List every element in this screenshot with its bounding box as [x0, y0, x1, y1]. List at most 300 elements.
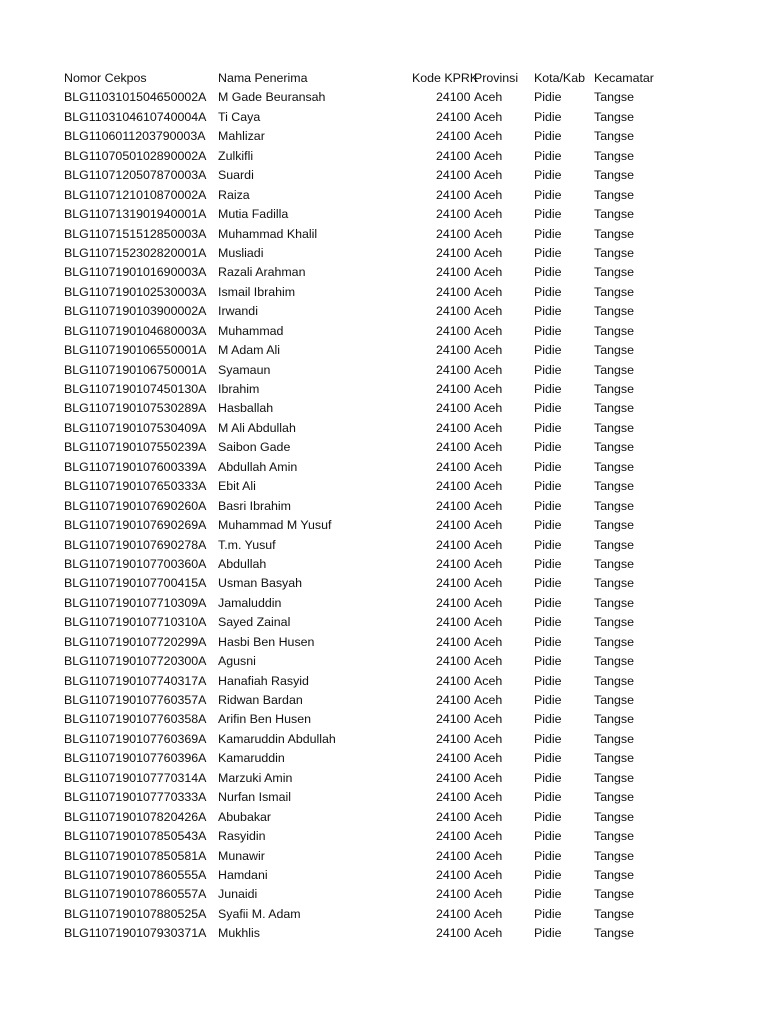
table-row [0, 691, 768, 710]
cell-kecamatan: Tangse [594, 867, 634, 882]
cell-nomor-cekpos: BLG1107190107860557A [64, 887, 207, 902]
cell-kota-kab: Pidie [534, 556, 562, 571]
cell-nomor-cekpos: BLG1107190107720299A [64, 634, 207, 649]
cell-nomor-cekpos: BLG1107190107760358A [64, 712, 207, 727]
cell-provinsi: Aceh [474, 401, 503, 416]
cell-kota-kab: Pidie [534, 187, 562, 202]
cell-nama-penerima: Sayed Zainal [218, 615, 291, 630]
cell-nomor-cekpos: BLG1107121010870002A [64, 187, 207, 202]
cell-kota-kab: Pidie [534, 809, 562, 824]
cell-provinsi: Aceh [474, 926, 503, 941]
cell-kota-kab: Pidie [534, 634, 562, 649]
cell-nama-penerima: Razali Arahman [218, 265, 306, 280]
cell-nama-penerima: Abdullah [218, 556, 267, 571]
cell-nama-penerima: Mahlizar [218, 129, 265, 144]
cell-kecamatan: Tangse [594, 848, 634, 863]
cell-nama-penerima: M Adam Ali [218, 343, 280, 358]
cell-kota-kab: Pidie [534, 712, 562, 727]
cell-kode-kprk: 24100 [436, 770, 471, 785]
table-row [0, 225, 768, 244]
cell-nama-penerima: Munawir [218, 848, 265, 863]
cell-nomor-cekpos: BLG1107190107760357A [64, 693, 207, 707]
cell-nomor-cekpos: BLG1107190107530289A [64, 401, 207, 416]
cell-kode-kprk: 24100 [436, 207, 471, 222]
cell-kota-kab: Pidie [534, 148, 562, 163]
cell-kota-kab: Pidie [534, 459, 562, 474]
cell-kecamatan: Tangse [594, 187, 634, 202]
cell-nama-penerima: Muhammad [218, 323, 284, 338]
cell-kota-kab: Pidie [534, 595, 562, 610]
cell-nama-penerima: Muhammad Khalil [218, 226, 318, 241]
cell-kode-kprk: 24100 [436, 809, 471, 824]
cell-kode-kprk: 24100 [436, 731, 471, 746]
cell-provinsi: Aceh [474, 848, 503, 863]
cell-kecamatan: Tangse [594, 693, 634, 707]
cell-kecamatan: Tangse [594, 382, 634, 396]
cell-provinsi: Aceh [474, 479, 503, 494]
cell-nama-penerima: Syafii M. Adam [218, 906, 301, 921]
table-row [0, 497, 768, 516]
cell-kode-kprk: 24100 [436, 556, 471, 571]
table-row [0, 827, 768, 846]
cell-nama-penerima: Kamaruddin [218, 751, 285, 766]
table-row [0, 672, 768, 691]
cell-kota-kab: Pidie [534, 693, 562, 707]
cell-provinsi: Aceh [474, 867, 503, 882]
cell-kode-kprk: 24100 [436, 673, 471, 688]
cell-nama-penerima: Agusni [218, 654, 256, 669]
cell-kota-kab: Pidie [534, 615, 562, 630]
cell-kota-kab: Pidie [534, 867, 562, 882]
cell-kota-kab: Pidie [534, 382, 562, 396]
cell-provinsi: Aceh [474, 265, 503, 280]
table-row [0, 594, 768, 613]
cell-nomor-cekpos: BLG1107190107820426A [64, 809, 207, 824]
cell-nomor-cekpos: BLG1107190106750001A [64, 362, 207, 377]
table-row [0, 380, 768, 399]
table-row [0, 438, 768, 457]
cell-provinsi: Aceh [474, 129, 503, 144]
cell-nama-penerima: Irwandi [218, 304, 258, 319]
cell-nama-penerima: Suardi [218, 168, 254, 183]
cell-kode-kprk: 24100 [436, 654, 471, 669]
cell-kode-kprk: 24100 [436, 401, 471, 416]
cell-kota-kab: Pidie [534, 906, 562, 921]
cell-kota-kab: Pidie [534, 518, 562, 533]
cell-kota-kab: Pidie [534, 654, 562, 669]
cell-provinsi: Aceh [474, 576, 503, 591]
cell-provinsi: Aceh [474, 226, 503, 241]
cell-kode-kprk: 24100 [436, 712, 471, 727]
cell-provinsi: Aceh [474, 382, 503, 396]
table-row [0, 847, 768, 866]
cell-kode-kprk: 24100 [436, 323, 471, 338]
cell-kota-kab: Pidie [534, 751, 562, 766]
cell-kecamatan: Tangse [594, 343, 634, 358]
cell-nomor-cekpos: BLG1107190107710309A [64, 595, 207, 610]
cell-kota-kab: Pidie [534, 304, 562, 319]
table-row [0, 88, 768, 107]
cell-kecamatan: Tangse [594, 168, 634, 183]
cell-kode-kprk: 24100 [436, 848, 471, 863]
cell-kota-kab: Pidie [534, 673, 562, 688]
cell-nomor-cekpos: BLG1107190106550001A [64, 343, 207, 358]
cell-nama-penerima: Abdullah Amin [218, 459, 298, 474]
cell-nama-penerima: Ebit Ali [218, 479, 256, 494]
cell-kecamatan: Tangse [594, 556, 634, 571]
cell-provinsi: Aceh [474, 731, 503, 746]
cell-nomor-cekpos: BLG1107120507870003A [64, 168, 207, 183]
cell-kecamatan: Tangse [594, 284, 634, 299]
cell-nama-penerima: Zulkifli [218, 148, 254, 163]
table-row [0, 769, 768, 788]
cell-nomor-cekpos: BLG1107190107690260A [64, 498, 207, 513]
cell-kecamatan: Tangse [594, 537, 634, 552]
cell-kota-kab: Pidie [534, 848, 562, 863]
cell-kota-kab: Pidie [534, 245, 562, 260]
cell-kota-kab: Pidie [534, 265, 562, 280]
cell-provinsi: Aceh [474, 90, 503, 105]
cell-nomor-cekpos: BLG1107190107850543A [64, 829, 207, 844]
table-row [0, 399, 768, 418]
cell-provinsi: Aceh [474, 323, 503, 338]
cell-nomor-cekpos: BLG1107190107700415A [64, 576, 207, 591]
table-row [0, 885, 768, 904]
cell-kecamatan: Tangse [594, 829, 634, 844]
cell-kode-kprk: 24100 [436, 168, 471, 183]
cell-kode-kprk: 24100 [436, 109, 471, 124]
cell-nama-penerima: T.m. Yusuf [218, 537, 276, 552]
table-row [0, 108, 768, 127]
cell-kecamatan: Tangse [594, 245, 634, 260]
cell-provinsi: Aceh [474, 790, 503, 805]
cell-nama-penerima: Arifin Ben Husen [218, 712, 311, 727]
table-row [0, 458, 768, 477]
table-row [0, 419, 768, 438]
cell-kota-kab: Pidie [534, 576, 562, 591]
cell-kode-kprk: 24100 [436, 226, 471, 241]
cell-provinsi: Aceh [474, 809, 503, 824]
table-body [0, 88, 768, 943]
cell-nama-penerima: Mutia Fadilla [218, 207, 289, 222]
cell-kode-kprk: 24100 [436, 440, 471, 455]
cell-kode-kprk: 24100 [436, 751, 471, 766]
cell-provinsi: Aceh [474, 343, 503, 358]
cell-kota-kab: Pidie [534, 829, 562, 844]
table-row [0, 283, 768, 302]
cell-nama-penerima: M Ali Abdullah [218, 420, 296, 435]
cell-provinsi: Aceh [474, 168, 503, 183]
cell-kecamatan: Tangse [594, 712, 634, 727]
cell-nomor-cekpos: BLG1103101504650002A [64, 90, 207, 105]
cell-kecamatan: Tangse [594, 576, 634, 591]
header-kota-kab: Kota/Kab [534, 71, 585, 85]
table-row [0, 788, 768, 807]
cell-kecamatan: Tangse [594, 109, 634, 124]
cell-kecamatan: Tangse [594, 90, 634, 105]
cell-nomor-cekpos: BLG1107190107770314A [64, 770, 207, 785]
cell-provinsi: Aceh [474, 712, 503, 727]
cell-kode-kprk: 24100 [436, 576, 471, 591]
cell-kode-kprk: 24100 [436, 90, 471, 105]
cell-kota-kab: Pidie [534, 129, 562, 144]
cell-kode-kprk: 24100 [436, 479, 471, 494]
cell-kecamatan: Tangse [594, 809, 634, 824]
table-row [0, 341, 768, 360]
cell-kota-kab: Pidie [534, 440, 562, 455]
cell-kecamatan: Tangse [594, 420, 634, 435]
cell-nomor-cekpos: BLG1107190107530409A [64, 420, 207, 435]
table-row [0, 574, 768, 593]
cell-nama-penerima: Musliadi [218, 245, 264, 260]
header-provinsi: Provinsi [474, 71, 519, 85]
cell-nama-penerima: Basri Ibrahim [218, 498, 291, 513]
cell-nama-penerima: Raiza [218, 187, 250, 202]
cell-kota-kab: Pidie [534, 479, 562, 494]
table-row [0, 186, 768, 205]
cell-nomor-cekpos: BLG1103104610740004A [64, 109, 207, 124]
table-row [0, 633, 768, 652]
cell-nomor-cekpos: BLG1107190102530003A [64, 284, 207, 299]
cell-kota-kab: Pidie [534, 284, 562, 299]
cell-kecamatan: Tangse [594, 926, 634, 941]
cell-kota-kab: Pidie [534, 731, 562, 746]
cell-kode-kprk: 24100 [436, 829, 471, 844]
cell-nomor-cekpos: BLG1107190107690269A [64, 518, 207, 533]
cell-nama-penerima: Hamdani [218, 867, 268, 882]
table-header-row [0, 69, 768, 88]
cell-kode-kprk: 24100 [436, 459, 471, 474]
cell-nama-penerima: Nurfan Ismail [218, 790, 291, 805]
cell-provinsi: Aceh [474, 595, 503, 610]
cell-nomor-cekpos: BLG1107190107770333A [64, 790, 207, 805]
cell-kecamatan: Tangse [594, 265, 634, 280]
header-kecamatan: Kecamatar [594, 71, 654, 85]
table-row [0, 263, 768, 282]
cell-nomor-cekpos: BLG1107190107700360A [64, 556, 207, 571]
cell-kecamatan: Tangse [594, 518, 634, 533]
cell-kode-kprk: 24100 [436, 284, 471, 299]
cell-kecamatan: Tangse [594, 634, 634, 649]
cell-nama-penerima: Mukhlis [218, 926, 260, 941]
cell-kode-kprk: 24100 [436, 906, 471, 921]
cell-kode-kprk: 24100 [436, 498, 471, 513]
cell-kota-kab: Pidie [534, 207, 562, 222]
cell-provinsi: Aceh [474, 906, 503, 921]
cell-provinsi: Aceh [474, 634, 503, 649]
cell-kecamatan: Tangse [594, 129, 634, 144]
table-row [0, 652, 768, 671]
cell-nomor-cekpos: BLG1107131901940001A [64, 207, 207, 222]
cell-nomor-cekpos: BLG1107190104680003A [64, 323, 207, 338]
cell-nomor-cekpos: BLG1107190107880525A [64, 906, 207, 921]
cell-nomor-cekpos: BLG1107190107860555A [64, 867, 207, 882]
cell-provinsi: Aceh [474, 304, 503, 319]
cell-nama-penerima: Jamaluddin [218, 595, 282, 610]
cell-nama-penerima: Syamaun [218, 362, 271, 377]
cell-kecamatan: Tangse [594, 304, 634, 319]
cell-kecamatan: Tangse [594, 401, 634, 416]
header-kode-kprk: Kode KPRK [412, 71, 479, 85]
cell-provinsi: Aceh [474, 284, 503, 299]
cell-nama-penerima: M Gade Beuransah [218, 90, 326, 105]
cell-provinsi: Aceh [474, 829, 503, 844]
cell-provinsi: Aceh [474, 109, 503, 124]
cell-nomor-cekpos: BLG1107190107600339A [64, 459, 207, 474]
cell-kode-kprk: 24100 [436, 887, 471, 902]
cell-nomor-cekpos: BLG1107190107760396A [64, 751, 207, 766]
header-nama-penerima: Nama Penerima [218, 71, 308, 85]
cell-nomor-cekpos: BLG1107190107740317A [64, 673, 207, 688]
cell-kecamatan: Tangse [594, 323, 634, 338]
cell-kota-kab: Pidie [534, 420, 562, 435]
cell-nama-penerima: Saibon Gade [218, 440, 291, 455]
cell-kota-kab: Pidie [534, 226, 562, 241]
cell-nama-penerima: Ridwan Bardan [218, 693, 303, 707]
cell-nomor-cekpos: BLG1107151512850003A [64, 226, 207, 241]
cell-nomor-cekpos: BLG1107190107710310A [64, 615, 207, 630]
cell-nama-penerima: Junaidi [218, 887, 258, 902]
cell-kecamatan: Tangse [594, 148, 634, 163]
cell-nama-penerima: Hanafiah Rasyid [218, 673, 309, 688]
cell-provinsi: Aceh [474, 440, 503, 455]
cell-provinsi: Aceh [474, 887, 503, 902]
cell-kecamatan: Tangse [594, 615, 634, 630]
cell-provinsi: Aceh [474, 615, 503, 630]
cell-nama-penerima: Ismail Ibrahim [218, 284, 296, 299]
table-row [0, 361, 768, 380]
table-row [0, 749, 768, 768]
table-row [0, 322, 768, 341]
cell-kota-kab: Pidie [534, 168, 562, 183]
cell-kota-kab: Pidie [534, 90, 562, 105]
cell-provinsi: Aceh [474, 537, 503, 552]
cell-kecamatan: Tangse [594, 595, 634, 610]
cell-nomor-cekpos: BLG1107050102890002A [64, 148, 207, 163]
cell-nomor-cekpos: BLG1107190107690278A [64, 537, 207, 552]
cell-kecamatan: Tangse [594, 362, 634, 377]
cell-kode-kprk: 24100 [436, 518, 471, 533]
cell-provinsi: Aceh [474, 556, 503, 571]
cell-kode-kprk: 24100 [436, 926, 471, 941]
cell-provinsi: Aceh [474, 420, 503, 435]
cell-kode-kprk: 24100 [436, 362, 471, 377]
cell-kecamatan: Tangse [594, 790, 634, 805]
cell-provinsi: Aceh [474, 770, 503, 785]
table-row [0, 127, 768, 146]
cell-nomor-cekpos: BLG1107190107850581A [64, 848, 207, 863]
cell-nama-penerima: Ibrahim [218, 382, 260, 396]
table-row [0, 710, 768, 729]
cell-kecamatan: Tangse [594, 887, 634, 902]
table-row [0, 244, 768, 263]
cell-nomor-cekpos: BLG1106011203790003A [64, 129, 206, 144]
cell-nomor-cekpos: BLG1107190107450130A [64, 382, 207, 396]
cell-kode-kprk: 24100 [436, 245, 471, 260]
cell-nomor-cekpos: BLG1107190107720300A [64, 654, 207, 669]
cell-provinsi: Aceh [474, 751, 503, 766]
cell-kode-kprk: 24100 [436, 595, 471, 610]
cell-provinsi: Aceh [474, 498, 503, 513]
cell-nama-penerima: Hasballah [218, 401, 274, 416]
cell-kode-kprk: 24100 [436, 343, 471, 358]
cell-kode-kprk: 24100 [436, 382, 471, 396]
table-row [0, 905, 768, 924]
cell-kecamatan: Tangse [594, 459, 634, 474]
table-row [0, 536, 768, 555]
cell-nomor-cekpos: BLG1107190107550239A [64, 440, 207, 455]
cell-kota-kab: Pidie [534, 109, 562, 124]
table-row [0, 302, 768, 321]
cell-kode-kprk: 24100 [436, 537, 471, 552]
cell-kota-kab: Pidie [534, 362, 562, 377]
cell-nomor-cekpos: BLG1107190103900002A [64, 304, 207, 319]
table-row [0, 730, 768, 749]
cell-nama-penerima: Abubakar [218, 809, 272, 824]
cell-kota-kab: Pidie [534, 926, 562, 941]
table-row [0, 613, 768, 632]
cell-provinsi: Aceh [474, 673, 503, 688]
cell-kecamatan: Tangse [594, 654, 634, 669]
cell-provinsi: Aceh [474, 245, 503, 260]
cell-kota-kab: Pidie [534, 790, 562, 805]
cell-kecamatan: Tangse [594, 731, 634, 746]
cell-provinsi: Aceh [474, 207, 503, 222]
table-row [0, 555, 768, 574]
cell-nomor-cekpos: BLG1107190107760369A [64, 731, 207, 746]
cell-kota-kab: Pidie [534, 770, 562, 785]
cell-kecamatan: Tangse [594, 479, 634, 494]
cell-kota-kab: Pidie [534, 323, 562, 338]
table-row [0, 205, 768, 224]
table-row [0, 808, 768, 827]
cell-kode-kprk: 24100 [436, 148, 471, 163]
cell-kota-kab: Pidie [534, 887, 562, 902]
table-row [0, 866, 768, 885]
cell-nomor-cekpos: BLG1107190101690003A [64, 265, 207, 280]
cell-kota-kab: Pidie [534, 401, 562, 416]
cell-kota-kab: Pidie [534, 498, 562, 513]
cell-kota-kab: Pidie [534, 537, 562, 552]
cell-kecamatan: Tangse [594, 673, 634, 688]
cell-kode-kprk: 24100 [436, 187, 471, 202]
cell-kecamatan: Tangse [594, 770, 634, 785]
cell-kode-kprk: 24100 [436, 867, 471, 882]
cell-kode-kprk: 24100 [436, 129, 471, 144]
cell-nomor-cekpos: BLG1107190107930371A [64, 926, 207, 941]
cell-nama-penerima: Muhammad M Yusuf [218, 518, 332, 533]
table-row [0, 166, 768, 185]
cell-nama-penerima: Kamaruddin Abdullah [218, 731, 336, 746]
cell-nama-penerima: Marzuki Amin [218, 770, 293, 785]
cell-kode-kprk: 24100 [436, 304, 471, 319]
cell-kecamatan: Tangse [594, 226, 634, 241]
cell-nomor-cekpos: BLG1107190107650333A [64, 479, 207, 494]
data-table [0, 69, 768, 944]
cell-kecamatan: Tangse [594, 207, 634, 222]
cell-kode-kprk: 24100 [436, 265, 471, 280]
cell-kecamatan: Tangse [594, 440, 634, 455]
cell-nama-penerima: Ti Caya [218, 109, 261, 124]
table-row [0, 477, 768, 496]
cell-kode-kprk: 24100 [436, 693, 471, 707]
header-nomor-cekpos: Nomor Cekpos [64, 71, 147, 85]
cell-kode-kprk: 24100 [436, 790, 471, 805]
cell-kode-kprk: 24100 [436, 634, 471, 649]
cell-nama-penerima: Rasyidin [218, 829, 266, 844]
cell-kecamatan: Tangse [594, 906, 634, 921]
cell-provinsi: Aceh [474, 187, 503, 202]
